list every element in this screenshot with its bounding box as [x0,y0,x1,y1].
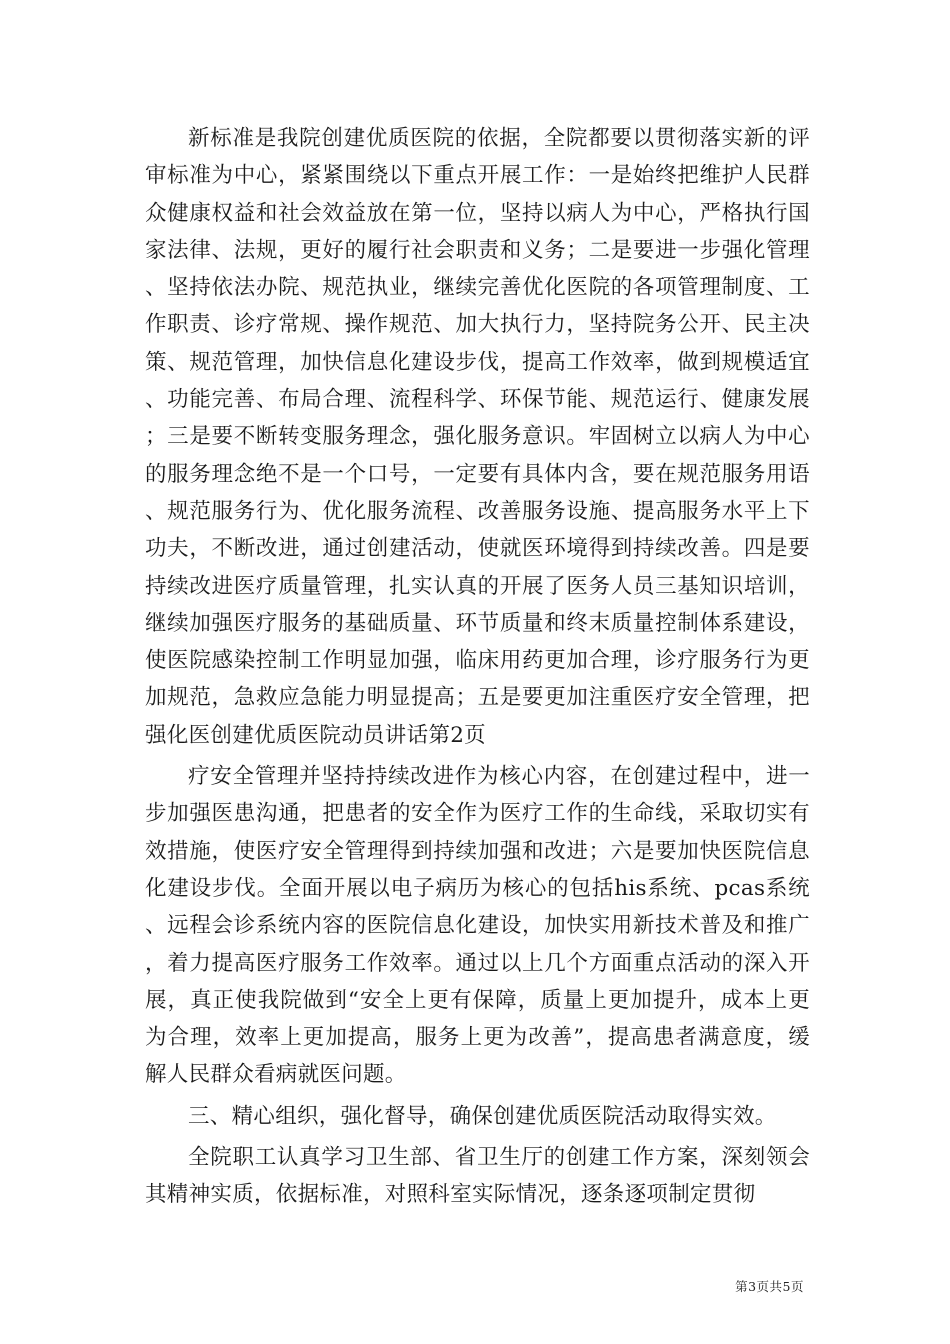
paragraph-2: 疗安全管理并坚持持续改进作为核心内容，在创建过程中，进一步加强医患沟通，把患者的安全作为医疗工作的生命线，采取切实有效措施，使医疗安全管理得到持续加强和改进；六是要加快医院信息化建设步伐。全面开展以电子病历为核心的包括his系统、pcas系统、远程会诊系统内容的医院信息化建设，加快实用新技术普及和推广，着力提高医疗服务工作效率。通过以上几个方面重点活动的深入开展，真正使我院做到“安全上更有保障，质量上更加提升，成本上更为合理，效率上更加提高，服务上更为改善”，提高患者满意度，缓解人民群众看病就医问题。 [145,764,810,1088]
paragraph-1: 新标准是我院创建优质医院的依据，全院都要以贯彻落实新的评审标准为中心，紧紧围绕以下重点开展工作：一是始终把维护人民群众健康权益和社会效益放在第一位，坚持以病人为中心，严格执行国家法律、法规，更好的履行社会职责和义务；二是要进一步强化管理、坚持依法办院、规范执业，继续完善优化医院的各项管理制度、工作职责、诊疗常规、操作规范、加大执行力，坚持院务公开、民主决策、规范管理，加快信息化建设步伐，提高工作效率，做到规模适宜、功能完善、布局合理、流程科学、环保节能、规范运行、健康发展；三是要不断转变服务理念，强化服务意识。牢固树立以病人为中心的服务理念绝不是一个口号，一定要有具体内含，要在规范服务用语、规范服务行为、优化服务流程、改善服务设施、提高服务水平上下功夫，不断改进，通过创建活动，使就医环境得到持续改善。四是要持续改进医疗质量管理，扎实认真的开展了医务人员三基知识培训，继续加强医疗服务的基础质量、环节质量和终末质量控制体系建设，使医院感染控制工作明显加强，临床用药更加合理，诊疗服务行为更加规范，急救应急能力明显提高；五是要更加注重医疗安全管理，把强化医创建优质医院动员讲话第2页 [145,126,810,748]
paragraph-4: 全院职工认真学习卫生部、省卫生厅的创建工作方案，深刻领会其精神实质，依据标准，对照科室实际情况，逐条逐项制定贯彻 [145,1145,810,1208]
document-body [145,120,810,1214]
page-number-footer: 第3页共5页 [735,1279,804,1294]
paragraph-3: 三、精心组织，强化督导，确保创建优质医院活动取得实效。 [188,1103,777,1129]
